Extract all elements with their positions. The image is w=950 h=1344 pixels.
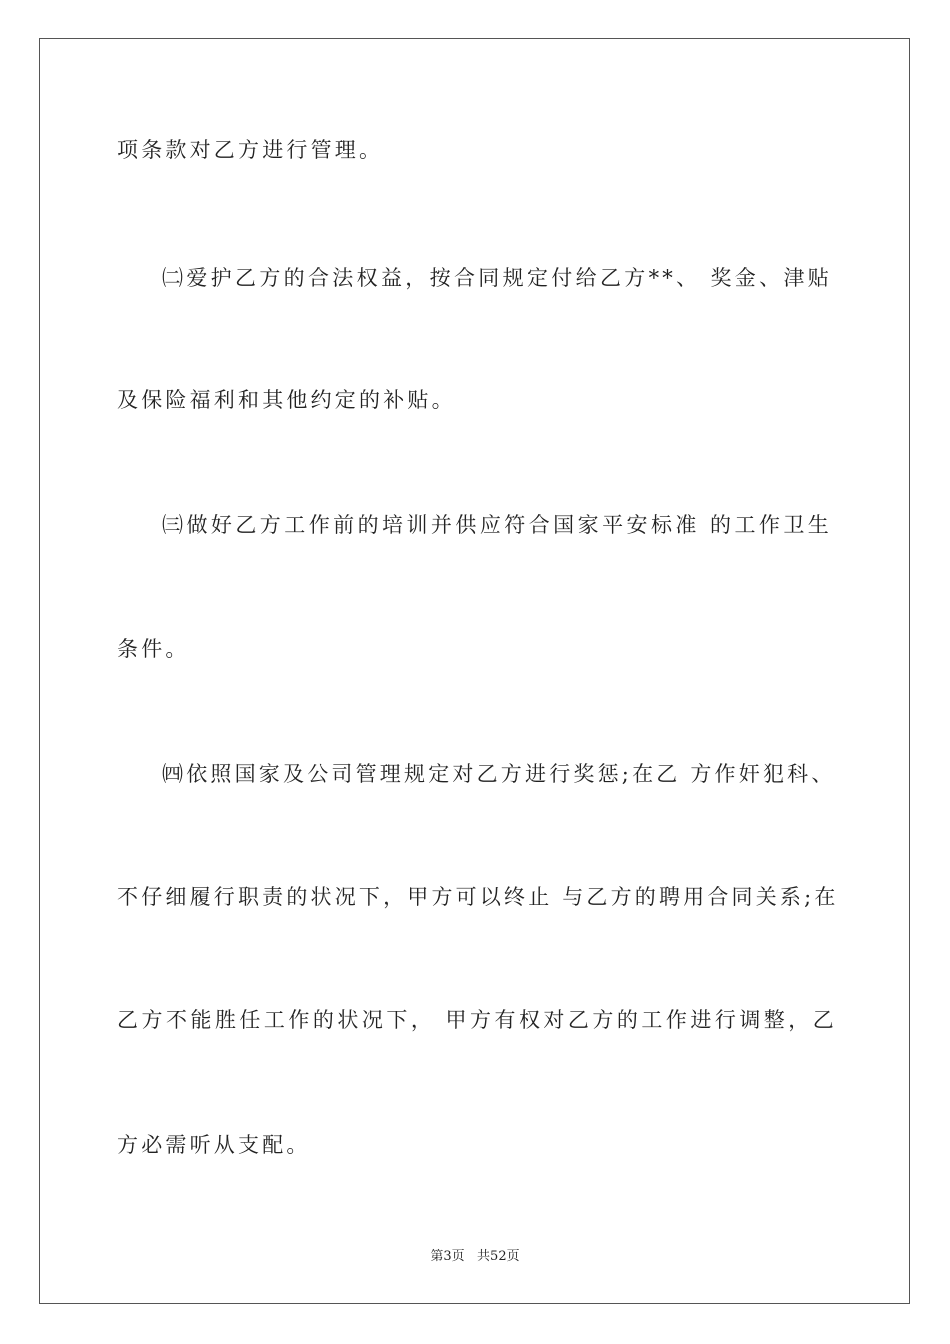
paragraph-line-6: ㈣依照国家及公司管理规定对乙方进行奖惩;在乙 方作奸犯科、 — [162, 762, 836, 786]
page-number-footer: 第3页 共52页 — [430, 1249, 520, 1264]
paragraph-line-8: 乙方不能胜任工作的状况下， 甲方有权对乙方的工作进行调整，乙 — [117, 1008, 837, 1032]
page-border — [39, 38, 910, 1304]
paragraph-line-7: 不仔细履行职责的状况下，甲方可以终止 与乙方的聘用合同关系;在 — [117, 885, 837, 909]
paragraph-line-9: 方必需听从支配。 — [117, 1133, 311, 1157]
paragraph-line-3: 及保险福利和其他约定的补贴。 — [117, 388, 456, 412]
paragraph-line-5: 条件。 — [117, 637, 190, 661]
paragraph-line-2: ㈡爱护乙方的合法权益，按合同规定付给乙方**、 奖金、津贴 — [162, 266, 832, 290]
paragraph-line-1: 项条款对乙方进行管理。 — [117, 138, 384, 162]
paragraph-line-4: ㈢做好乙方工作前的培训并供应符合国家平安标准 的工作卫生 — [162, 513, 832, 537]
